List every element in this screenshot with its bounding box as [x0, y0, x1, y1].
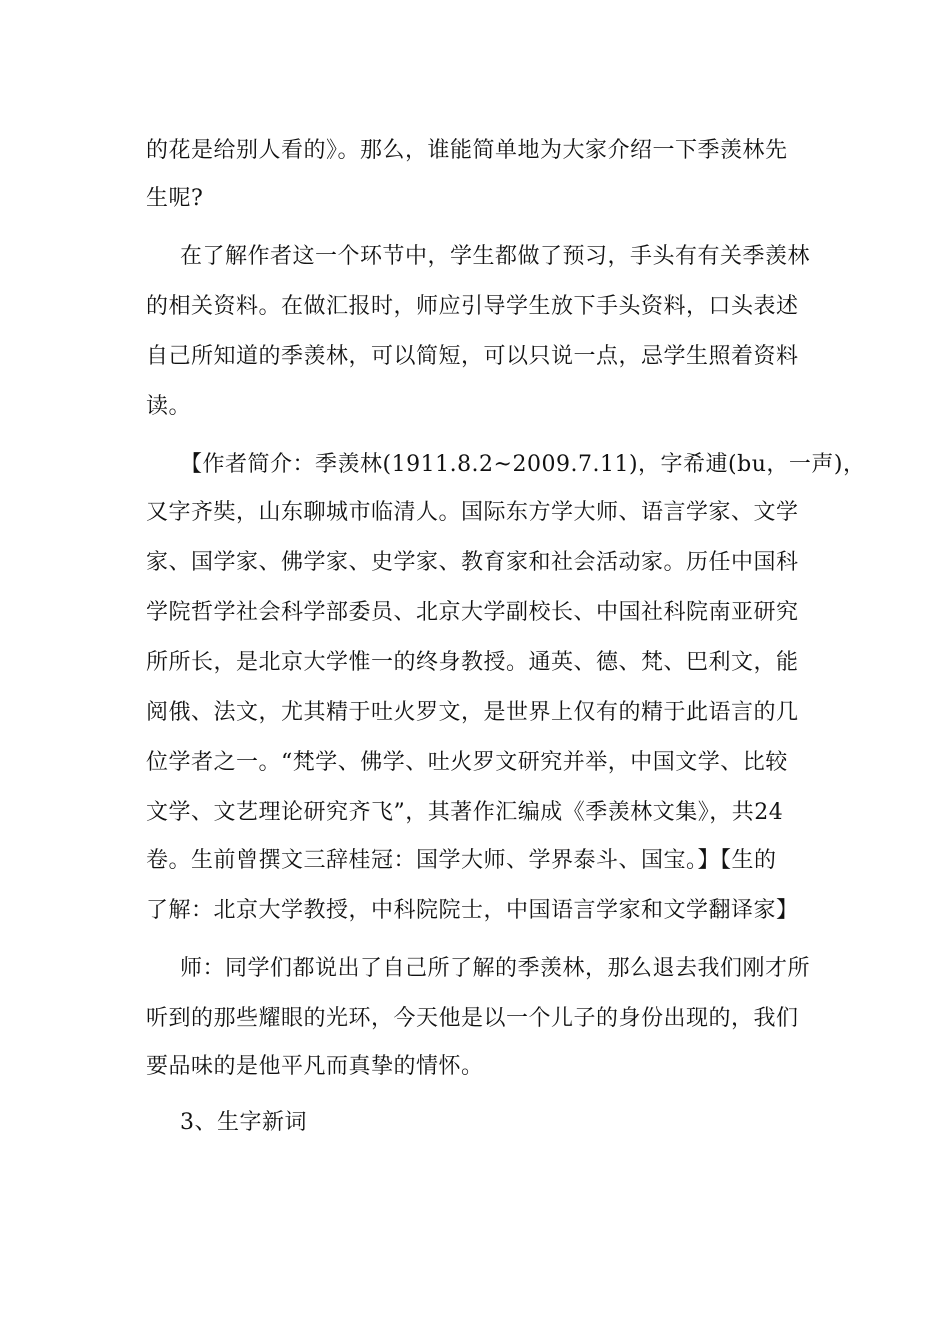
text-line-17: 师：同学们都说出了自己所了解的季羡林，那么退去我们刚才所 — [180, 956, 811, 981]
text-line-1: 的花是给别人看的》。那么，谁能简单地为大家介绍一下季羡林先 — [146, 138, 788, 163]
text-line-19: 要品味的是他平凡而真挚的情怀。 — [146, 1054, 484, 1079]
section-heading: 3、生字新词 — [180, 1110, 307, 1135]
text-line-14: 文学、文艺理论研究齐飞”，其著作汇编成《季羡林文集》，共24 — [146, 800, 784, 825]
text-line-9: 家、国学家、佛学家、史学家、教育家和社会活动家。历任中国科 — [146, 550, 799, 575]
text-line-15: 卷。生前曾撰文三辞桂冠：国学大师、学界泰斗、国宝。】【生的 — [146, 848, 777, 873]
text-line-7: 【作者简介：季羡林(1911.8.2~2009.7.11)，字希逋(bu，一声)， — [180, 452, 866, 477]
text-line-12: 阅俄、法文，尤其精于吐火罗文，是世界上仅有的精于此语言的几 — [146, 700, 799, 725]
text-line-5: 自己所知道的季羡林，可以简短，可以只说一点，忌学生照着资料 — [146, 344, 799, 369]
text-line-2: 生呢? — [146, 186, 204, 211]
text-line-18: 听到的那些耀眼的光环，今天他是以一个儿子的身份出现的，我们 — [146, 1006, 799, 1031]
text-line-11: 所所长，是北京大学惟一的终身教授。通英、德、梵、巴利文，能 — [146, 650, 799, 675]
text-line-6: 读。 — [146, 394, 192, 419]
text-line-3: 在了解作者这一个环节中，学生都做了预习，手头有有关季羡林 — [180, 244, 811, 269]
text-line-10: 学院哲学社会科学部委员、北京大学副校长、中国社科院南亚研究 — [146, 600, 799, 625]
text-line-4: 的相关资料。在做汇报时，师应引导学生放下手头资料，口头表述 — [146, 294, 799, 319]
text-line-16: 了解：北京大学教授，中科院院士，中国语言学家和文学翻译家】 — [146, 898, 799, 923]
text-line-8: 又字齐奘，山东聊城市临清人。国际东方学大师、语言学家、文学 — [146, 500, 799, 525]
text-line-13: 位学者之一。“梵学、佛学、吐火罗文研究并举，中国文学、比较 — [146, 750, 788, 775]
